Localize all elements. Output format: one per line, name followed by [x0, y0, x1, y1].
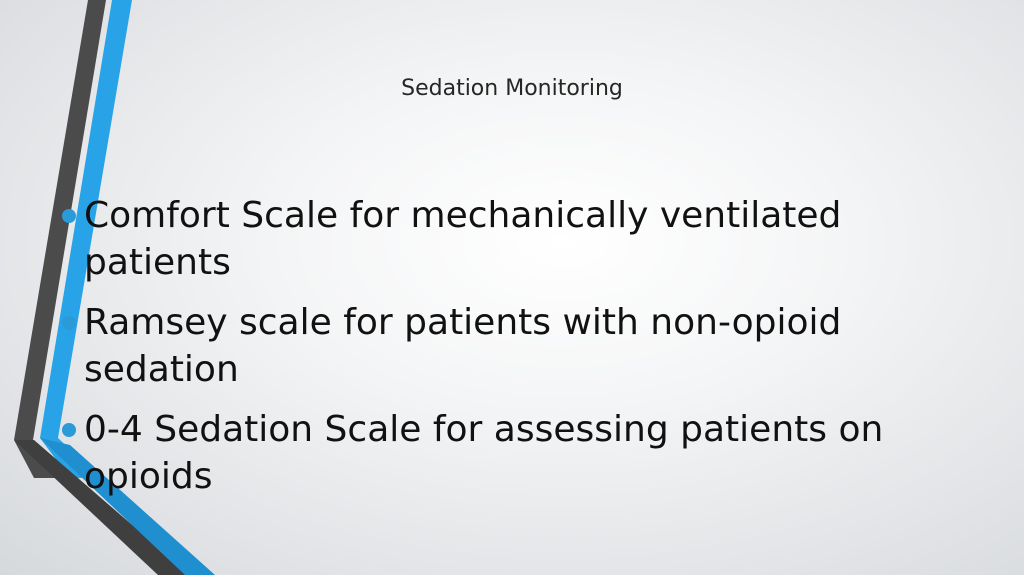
slide-title: Sedation Monitoring	[401, 76, 623, 101]
bullet-text: Comfort Scale for mechanically ventilated patients	[84, 195, 842, 283]
bullet-item-comfort-scale	[60, 192, 900, 286]
bullet-item-ramsey-scale	[60, 299, 900, 393]
bullet-list	[60, 192, 900, 513]
bullet-text: Ramsey scale for patients with non-opioid sedation	[84, 302, 842, 390]
bullet-item-sedation-scale	[60, 406, 900, 500]
bullet-text: 0-4 Sedation Scale for assessing patients on opioids	[84, 409, 884, 497]
bullet-dot-icon	[62, 316, 76, 330]
bullet-dot-icon	[62, 423, 76, 437]
bullet-dot-icon	[62, 209, 76, 223]
